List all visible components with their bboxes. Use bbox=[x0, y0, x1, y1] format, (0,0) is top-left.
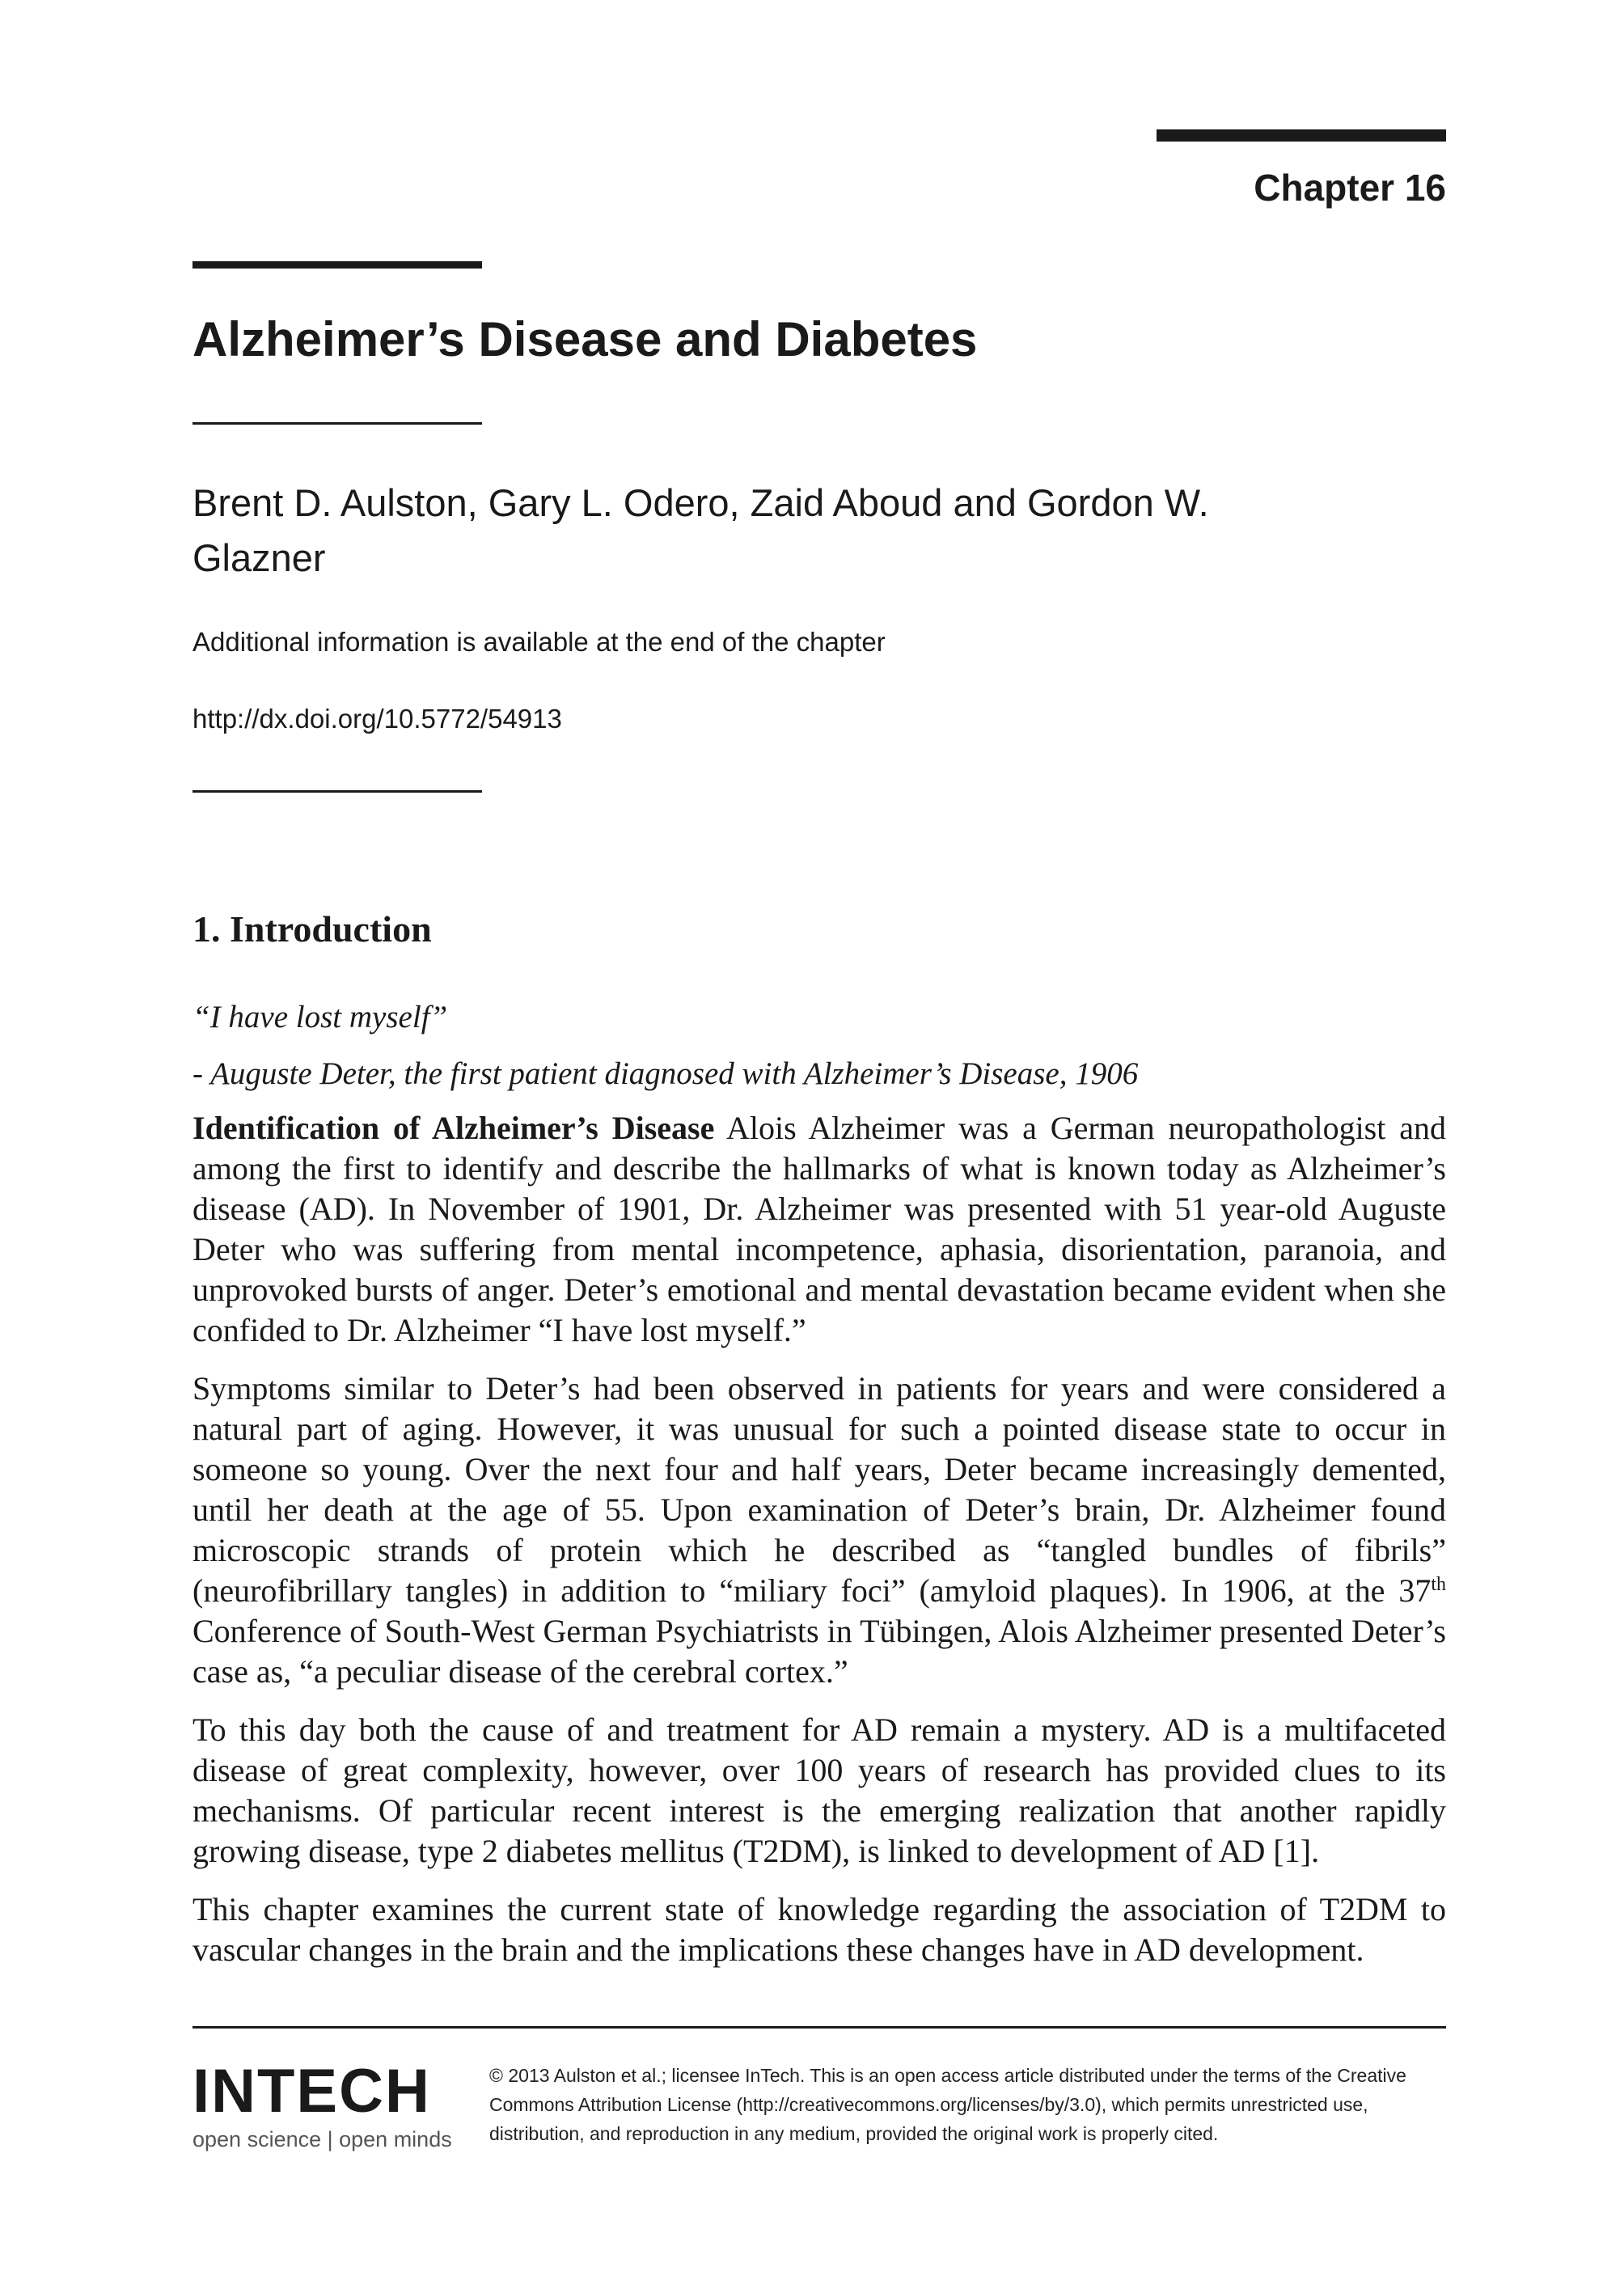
paragraph-1-text: Alois Alzheimer was a German neuropathologist and among the first to identify and describe the hallmarks of what is known today as Alzheimer’s disease (AD). In November of 1901, Dr. Alzheimer was presented with 51 year-old Auguste Deter who was suffering from mental incompetence, aphasia, disorientation, paranoia, and unprovoked bursts of anger. Deter’s emotional and mental devastation became evident when she confided to Dr. Alzheimer “I have lost myself.” bbox=[192, 1110, 1446, 1348]
paragraph-1 bbox=[192, 1108, 1446, 1351]
chapter-title: Alzheimer’s Disease and Diabetes bbox=[192, 312, 978, 366]
title-top-rule bbox=[192, 261, 482, 269]
paragraph-3 bbox=[192, 1710, 1446, 1872]
doi-bottom-rule bbox=[192, 790, 482, 793]
chapter-label: Chapter 16 bbox=[1254, 167, 1446, 209]
publisher-logo bbox=[192, 2057, 452, 2152]
epigraph-quote: “I have lost myself” bbox=[192, 1000, 448, 1034]
paragraph-2-text-a: Symptoms similar to Deter’s had been observed in patients for years and were considered a natural part of aging. However, it was unusual for such a pointed disease state to occur in someone so young. Over the next four and half years, Deter became increasingly demented, until her death at the age of 55. Upon examination of Deter’s brain, Dr. Alzheimer found microscopic strands of protein which he described as “tangled bundles of fibrils” (neurofibrillary tangles) in addition to “miliary foci” (amyloid plaques). In 1906, at the 37 bbox=[192, 1370, 1446, 1609]
doi-link[interactable]: http://dx.doi.org/10.5772/54913 bbox=[192, 704, 562, 734]
logo-tagline: open science | open minds bbox=[192, 2127, 452, 2151]
paragraph-2 bbox=[192, 1369, 1446, 1692]
paragraph-4 bbox=[192, 1889, 1446, 1970]
paragraph-3-text: To this day both the cause of and treatment for AD remain a mystery. AD is a multifaceted disease of great complexity, however, over 100 years of research has provided clues to its mechanisms. Of particular recent interest is the emerging realization that another rapidly growing disease, type 2 diabetes mellitus (T2DM), is linked to development of AD [1]. bbox=[192, 1711, 1446, 1869]
title-bottom-rule bbox=[192, 422, 482, 425]
paragraph-4-text: This chapter examines the current state of knowledge regarding the association of T2DM to vascular changes in the brain and the implications these changes have in AD development. bbox=[192, 1891, 1446, 1968]
footer-rule bbox=[192, 2026, 1446, 2029]
author-list: Brent D. Aulston, Gary L. Odero, Zaid Aboud and Gordon W. Glazner bbox=[192, 481, 1209, 580]
ordinal-superscript: th bbox=[1431, 1574, 1446, 1595]
logo-word: INTECH bbox=[192, 2057, 431, 2126]
paragraph-2-text-b: Conference of South-West German Psychiatrists in Tübingen, Alois Alzheimer presented Deter’s case as, “a peculiar disease of the cerebral cortex.” bbox=[192, 1613, 1446, 1690]
section-heading: 1. Introduction bbox=[192, 908, 432, 950]
chapter-top-rule bbox=[1157, 129, 1446, 142]
body-text bbox=[192, 1108, 1446, 1988]
paragraph-1-lead-heading: Identification of Alzheimer’s Disease bbox=[192, 1110, 715, 1146]
epigraph-attribution: - Auguste Deter, the first patient diagnosed with Alzheimer’s Disease, 1906 bbox=[192, 1056, 1139, 1091]
additional-info-note: Additional information is available at the end of the chapter bbox=[192, 627, 886, 657]
license-notice: © 2013 Aulston et al.; licensee InTech. This is an open access article distributed under the terms of the Creative Commons Attribution License (http://creativecommons.org/licenses/by/3.0), which permits unrestricted use, distribution, and reproduction in any medium, provided the original work is properly cited. bbox=[489, 2065, 1406, 2144]
